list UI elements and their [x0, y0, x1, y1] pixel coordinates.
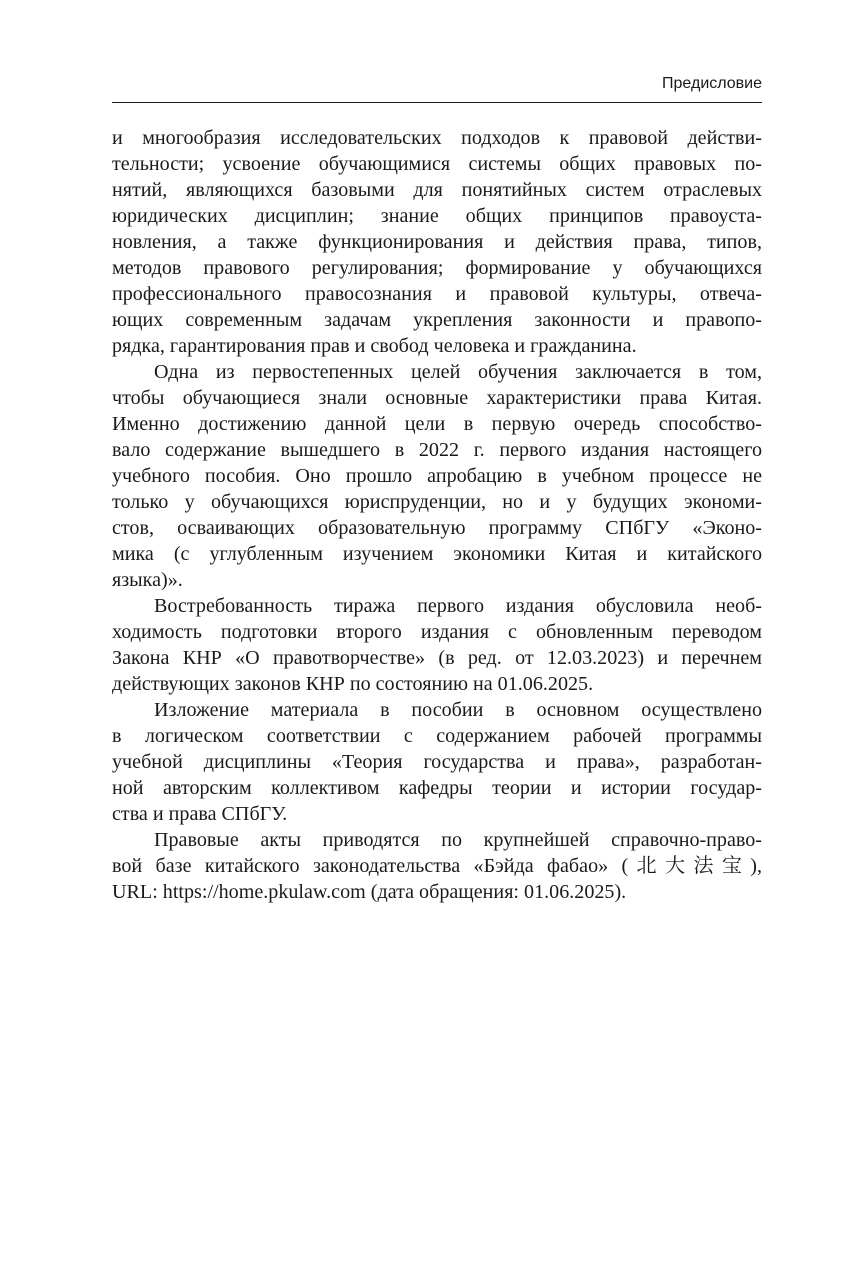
text-line: Именно достижению данной цели в первую очередь способство-: [112, 413, 762, 435]
text-line: тельности; усвоение обучающимися системы общих правовых по-: [112, 153, 762, 175]
text-line: ной авторским коллективом кафедры теории и истории государ-: [112, 777, 762, 799]
text-line: Закона КНР «О правотворчестве» (в ред. от 12.03.2023) и перечнем: [112, 647, 762, 669]
text-line: Правовые акты приводятся по крупнейшей справочно-право-: [154, 829, 762, 851]
text-line: ства и права СПбГУ.: [112, 803, 288, 825]
text-line: вой базе китайского законодательства «Бэйда фабао» (北大法宝),: [112, 855, 762, 877]
paragraph-3: [112, 593, 762, 697]
paragraph-4: [112, 697, 762, 827]
text-line: вало содержание вышедшего в 2022 г. первого издания настоящего: [112, 439, 762, 461]
text-line: Востребованность тиража первого издания обусловила необ-: [154, 595, 762, 617]
text-line: стов, осваивающих образовательную программу СПбГУ «Эконо-: [112, 517, 762, 539]
text-line: профессионального правосознания и правовой культуры, отвеча-: [112, 283, 762, 305]
text-line: URL: https://home.pkulaw.com (дата обращения: 01.06.2025).: [112, 881, 627, 903]
text-line: нятий, являющихся базовыми для понятийных систем отраслевых: [112, 179, 762, 201]
text-line: учебной дисциплины «Теория государства и права», разработан-: [112, 751, 762, 773]
text-line: языка)».: [112, 569, 183, 591]
text-line: новления, а также функционирования и действия права, типов,: [112, 231, 762, 253]
text-line: методов правового регулирования; формирование у обучающихся: [112, 257, 762, 279]
paragraph-1: [112, 125, 762, 359]
paragraph-5: [112, 827, 762, 905]
text-line: только у обучающихся юриспруденции, но и у будущих экономи-: [112, 491, 762, 513]
paragraph-2: [112, 359, 762, 593]
text-line: в логическом соответствии с содержанием рабочей программы: [112, 725, 762, 747]
text-line: и многообразия исследовательских подходов к правовой действи-: [112, 127, 762, 149]
text-line: учебного пособия. Оно прошло апробацию в учебном процессе не: [112, 465, 762, 487]
body-text: [112, 125, 762, 905]
text-line: рядка, гарантирования прав и свобод человека и гражданина.: [112, 335, 637, 357]
text-line: мика (с углубленным изучением экономики Китая и китайского: [112, 543, 762, 565]
text-line: Изложение материала в пособии в основном осуществлено: [154, 699, 762, 721]
text-line: Одна из первостепенных целей обучения заключается в том,: [154, 361, 762, 383]
text-line: чтобы обучающиеся знали основные характеристики права Китая.: [112, 387, 762, 409]
text-line: действующих законов КНР по состоянию на 01.06.2025.: [112, 673, 594, 695]
running-head-title: Предисловие: [662, 75, 762, 92]
text-line: юридических дисциплин; знание общих принципов правоуста-: [112, 205, 762, 227]
header-rule: [112, 102, 762, 103]
text-line: ющих современным задачам укрепления законности и правопо-: [112, 309, 762, 331]
text-line: ходимость подготовки второго издания с обновленным переводом: [112, 621, 762, 643]
